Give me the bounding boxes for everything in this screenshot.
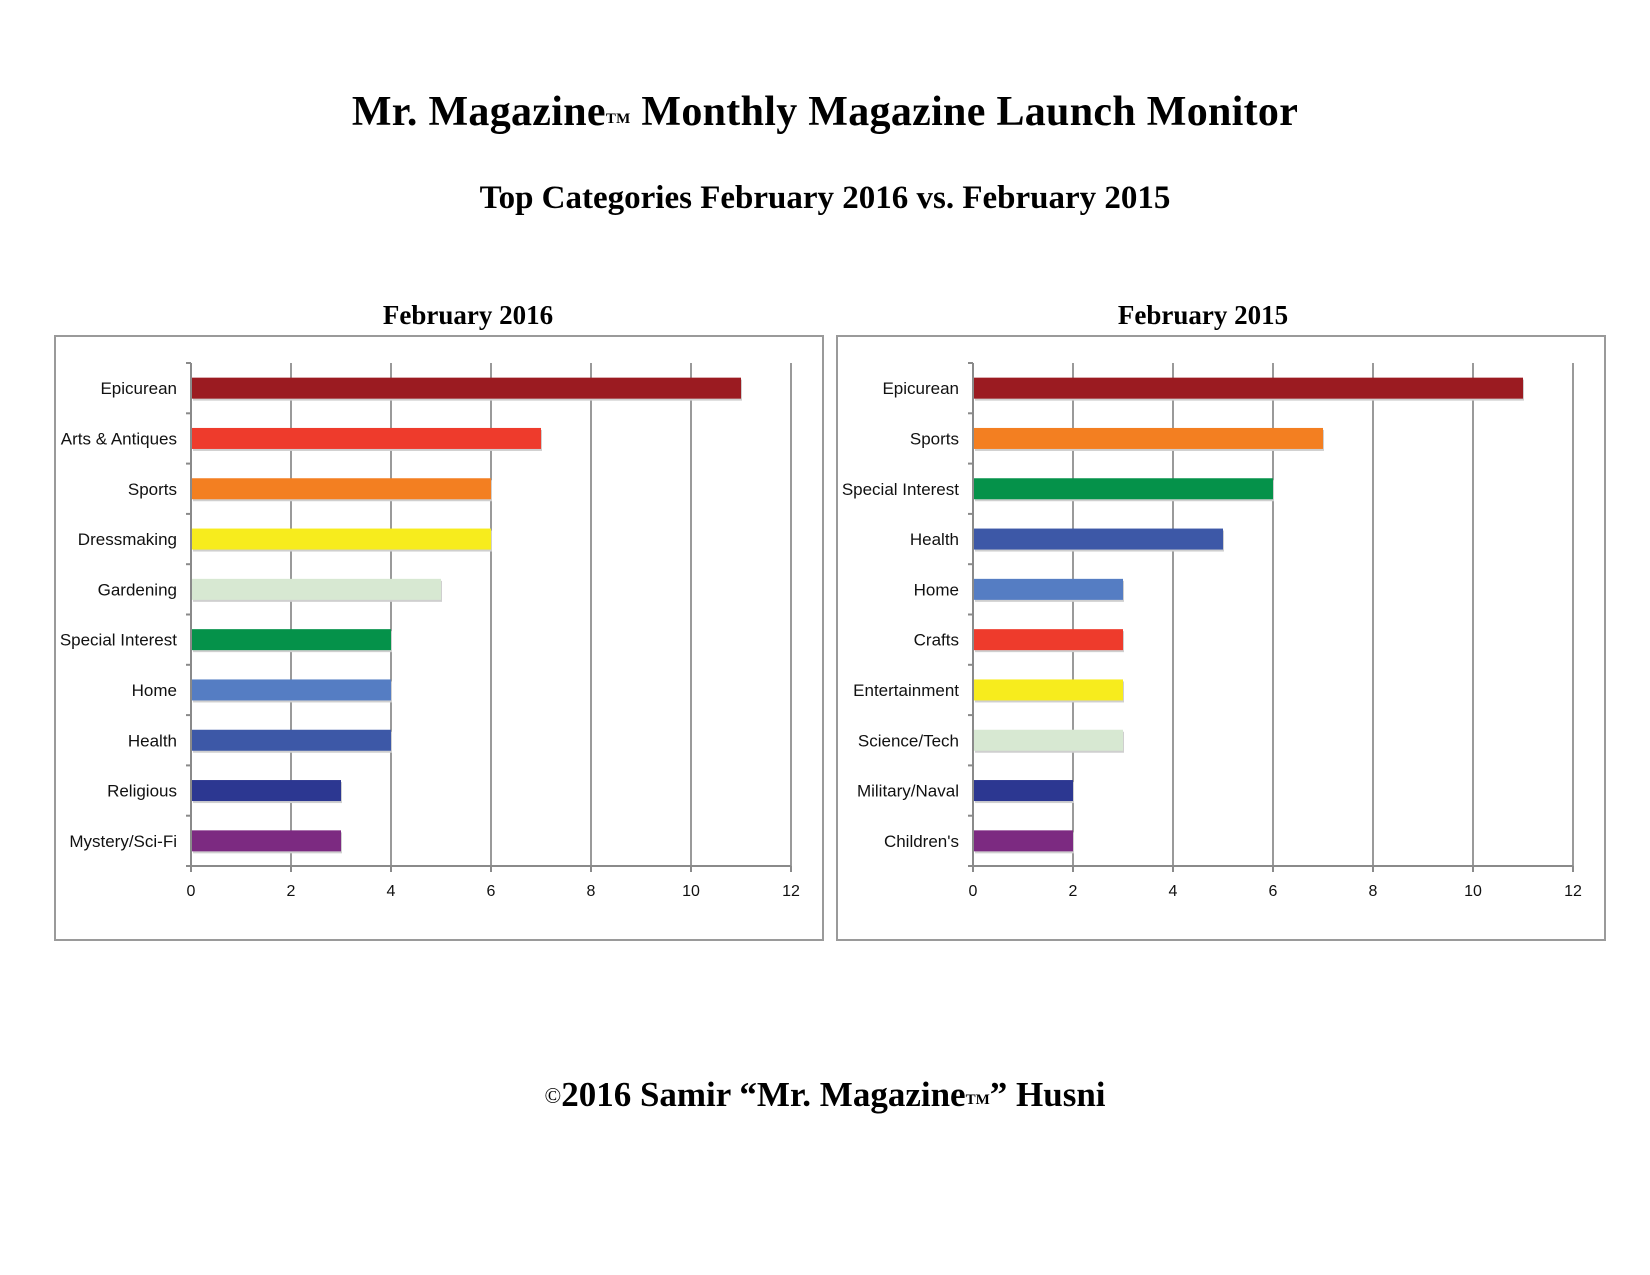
x-tick-label: 10 — [682, 883, 700, 900]
category-label: Special Interest — [59, 630, 177, 650]
page-title — [0, 88, 1650, 136]
chart-title-2015: February 2015 — [1117, 300, 1289, 330]
bar-home — [974, 579, 1123, 600]
bar-crafts — [974, 629, 1123, 650]
x-tick-label: 0 — [186, 883, 196, 900]
bar-children-s — [974, 830, 1073, 851]
category-label: Religious — [107, 781, 177, 801]
bar-science-tech — [974, 730, 1123, 751]
category-label: Mystery/Sci-Fi — [69, 831, 177, 851]
category-label: Health — [909, 530, 959, 550]
x-tick-label: 0 — [968, 883, 978, 900]
category-label: Dressmaking — [77, 530, 177, 550]
x-tick-label: 4 — [386, 883, 396, 900]
bar-epicurean — [192, 378, 741, 399]
category-label: Entertainment — [853, 680, 959, 700]
x-tick-label: 12 — [1564, 883, 1582, 900]
category-label: Epicurean — [882, 379, 959, 399]
bar-special-interest — [974, 478, 1273, 499]
x-tick-label: 2 — [1068, 883, 1078, 900]
title-pre: Mr. Magazine — [351, 89, 606, 135]
bar-arts-antiques — [192, 428, 541, 449]
bar-health — [974, 529, 1223, 550]
category-label: Health — [127, 731, 177, 751]
x-tick-label: 2 — [286, 883, 296, 900]
footer-trademark: TM — [965, 1092, 990, 1108]
category-label: Gardening — [97, 580, 177, 600]
bar-sports — [974, 428, 1323, 449]
bar-chart-2016 — [56, 337, 822, 939]
x-tick-label: 6 — [486, 883, 496, 900]
bar-religious — [192, 780, 341, 801]
bar-mystery-sci-fi — [192, 830, 341, 851]
bar-health — [192, 730, 391, 751]
category-label: Home — [131, 680, 177, 700]
x-tick-label: 8 — [1368, 883, 1378, 900]
category-label: Sports — [909, 429, 959, 449]
category-label: Military/Naval — [856, 781, 959, 801]
category-label: Home — [913, 580, 959, 600]
bar-special-interest — [192, 629, 391, 650]
x-tick-label: 4 — [1168, 883, 1178, 900]
copyright-symbol: © — [544, 1083, 562, 1108]
category-label: Arts & Antiques — [60, 429, 177, 449]
bar-dressmaking — [192, 529, 491, 550]
footer-text-pre: 2016 Samir “Mr. Magazine — [561, 1075, 966, 1114]
category-label: Special Interest — [841, 479, 959, 499]
x-tick-label: 6 — [1268, 883, 1278, 900]
category-label: Epicurean — [100, 379, 177, 399]
x-tick-label: 10 — [1464, 883, 1482, 900]
chart-panel-2016 — [54, 335, 824, 941]
x-tick-label: 8 — [586, 883, 596, 900]
copyright-footer — [0, 1075, 1650, 1115]
chart-panel-2015 — [836, 335, 1606, 941]
x-tick-label: 12 — [782, 883, 800, 900]
bar-entertainment — [974, 679, 1123, 700]
bar-military-naval — [974, 780, 1073, 801]
chart-title-2016: February 2016 — [382, 300, 554, 330]
bar-sports — [192, 478, 491, 499]
title-trademark: TM — [605, 111, 631, 127]
bar-home — [192, 679, 391, 700]
bar-chart-2015 — [838, 337, 1604, 939]
category-label: Science/Tech — [857, 731, 959, 751]
footer-text-post: ” Husni — [989, 1075, 1106, 1114]
category-label: Children's — [883, 831, 959, 851]
category-label: Crafts — [913, 630, 959, 650]
page-subtitle: Top Categories February 2016 vs. February 2015 — [479, 180, 1171, 216]
category-label: Sports — [127, 479, 177, 499]
bar-gardening — [192, 579, 441, 600]
title-post: Monthly Magazine Launch Monitor — [630, 89, 1299, 135]
bar-epicurean — [974, 378, 1523, 399]
